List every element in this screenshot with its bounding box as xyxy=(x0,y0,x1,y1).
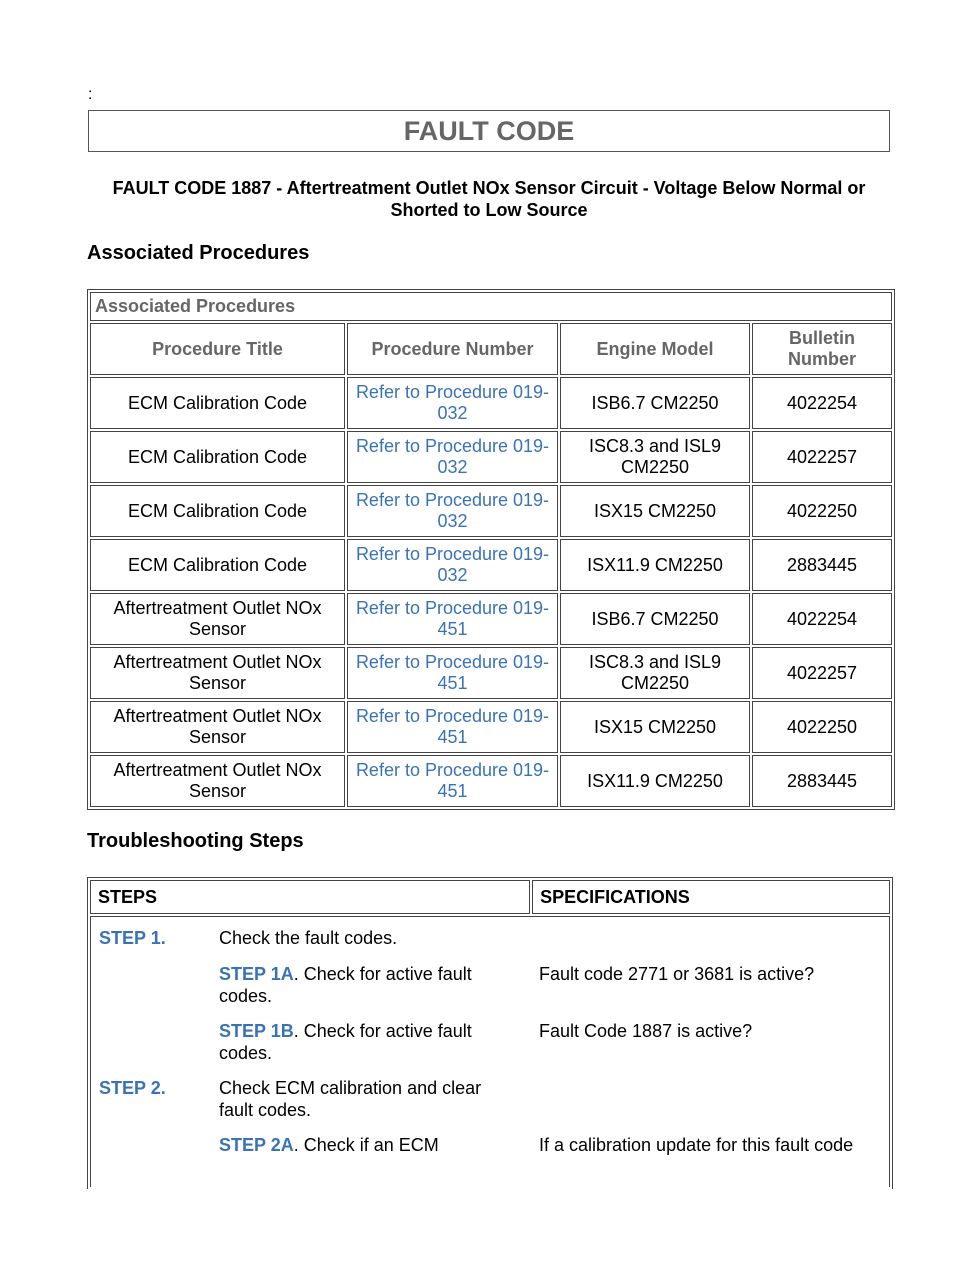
procedure-link[interactable]: Refer to Procedure 019-451 xyxy=(355,598,550,639)
step-1-label[interactable]: STEP 1. xyxy=(99,928,166,948)
procedure-title-cell: Aftertreatment Outlet NOx Sensor xyxy=(90,755,345,807)
step-1a-spec: Fault code 2771 or 3681 is active? xyxy=(539,964,815,984)
table-row xyxy=(90,539,892,591)
procedure-title-cell: Aftertreatment Outlet NOx Sensor xyxy=(90,647,345,699)
procedure-link[interactable]: Refer to Procedure 019-451 xyxy=(355,652,550,693)
table-row xyxy=(90,755,892,807)
header-engine-model: Engine Model xyxy=(560,323,750,375)
bulletin-number-cell: 2883445 xyxy=(752,539,892,591)
engine-model-cell: ISC8.3 and ISL9 CM2250 xyxy=(560,431,750,483)
header-procedure-title: Procedure Title xyxy=(90,323,345,375)
bulletin-number-cell: 4022257 xyxy=(752,647,892,699)
procedure-link[interactable]: Refer to Procedure 019-032 xyxy=(355,544,550,585)
procedure-title-cell: ECM Calibration Code xyxy=(90,377,345,429)
bulletin-number-cell: 4022254 xyxy=(752,377,892,429)
step-2a-spec: If a calibration update for this fault code xyxy=(539,1135,854,1155)
step-1a xyxy=(219,963,519,1007)
table-row xyxy=(90,377,892,429)
step-1b-spec: Fault Code 1887 is active? xyxy=(539,1021,753,1041)
engine-model-cell: ISB6.7 CM2250 xyxy=(560,593,750,645)
step-2-label[interactable]: STEP 2. xyxy=(99,1078,166,1098)
step-1-text: Check the fault codes. xyxy=(219,928,398,948)
step-1b-text: . Check for active fault codes. xyxy=(219,1021,472,1063)
fault-title: FAULT CODE 1887 - Aftertreatment Outlet NOx Sensor Circuit - Voltage Below Normal or Shorted to Low Source xyxy=(112,178,866,220)
bulletin-number-cell: 2883445 xyxy=(752,755,892,807)
bulletin-number-cell: 4022254 xyxy=(752,593,892,645)
header-steps: STEPS xyxy=(90,880,530,914)
procedure-title-cell: Aftertreatment Outlet NOx Sensor xyxy=(90,701,345,753)
steps-body xyxy=(90,916,890,1187)
table-row xyxy=(90,701,892,753)
procedure-link[interactable]: Refer to Procedure 019-451 xyxy=(355,706,550,747)
procedure-link[interactable]: Refer to Procedure 019-451 xyxy=(355,760,550,801)
bulletin-number-cell: 4022250 xyxy=(752,485,892,537)
step-2a-text: . Check if an ECM xyxy=(293,1135,439,1155)
engine-model-cell: ISC8.3 and ISL9 CM2250 xyxy=(560,647,750,699)
header-procedure-number: Procedure Number xyxy=(347,323,558,375)
step-1b xyxy=(219,1020,519,1064)
step-1b-label[interactable]: STEP 1B xyxy=(219,1021,294,1041)
step-1a-label[interactable]: STEP 1A xyxy=(219,964,294,984)
engine-model-cell: ISX15 CM2250 xyxy=(560,485,750,537)
procedure-title-cell: ECM Calibration Code xyxy=(90,485,345,537)
procedures-table-caption: Associated Procedures xyxy=(90,292,892,321)
troubleshooting-steps-heading: Troubleshooting Steps xyxy=(87,830,304,852)
procedure-title-cell: ECM Calibration Code xyxy=(90,539,345,591)
procedure-title-cell: Aftertreatment Outlet NOx Sensor xyxy=(90,593,345,645)
procedure-title-cell: ECM Calibration Code xyxy=(90,431,345,483)
step-1a-text: . Check for active fault codes. xyxy=(219,964,472,1006)
bulletin-number-cell: 4022250 xyxy=(752,701,892,753)
bulletin-number-cell: 4022257 xyxy=(752,431,892,483)
table-row xyxy=(90,593,892,645)
engine-model-cell: ISX11.9 CM2250 xyxy=(560,539,750,591)
table-row xyxy=(90,485,892,537)
page-colon: : xyxy=(88,86,93,103)
table-row xyxy=(90,431,892,483)
steps-table xyxy=(87,877,893,1189)
engine-model-cell: ISB6.7 CM2250 xyxy=(560,377,750,429)
step-2-text: Check ECM calibration and clear fault codes. xyxy=(219,1078,482,1120)
step-2a-label[interactable]: STEP 2A xyxy=(219,1135,294,1155)
header-specifications: SPECIFICATIONS xyxy=(532,880,890,914)
engine-model-cell: ISX11.9 CM2250 xyxy=(560,755,750,807)
procedure-link[interactable]: Refer to Procedure 019-032 xyxy=(355,490,550,531)
procedure-link[interactable]: Refer to Procedure 019-032 xyxy=(355,382,550,423)
procedures-table xyxy=(87,289,895,810)
associated-procedures-heading: Associated Procedures xyxy=(87,242,310,264)
table-row xyxy=(90,647,892,699)
procedure-link[interactable]: Refer to Procedure 019-032 xyxy=(355,436,550,477)
fault-code-banner: FAULT CODE xyxy=(88,110,890,152)
engine-model-cell: ISX15 CM2250 xyxy=(560,701,750,753)
header-bulletin-number: Bulletin Number xyxy=(752,323,892,375)
step-2a xyxy=(219,1134,519,1156)
